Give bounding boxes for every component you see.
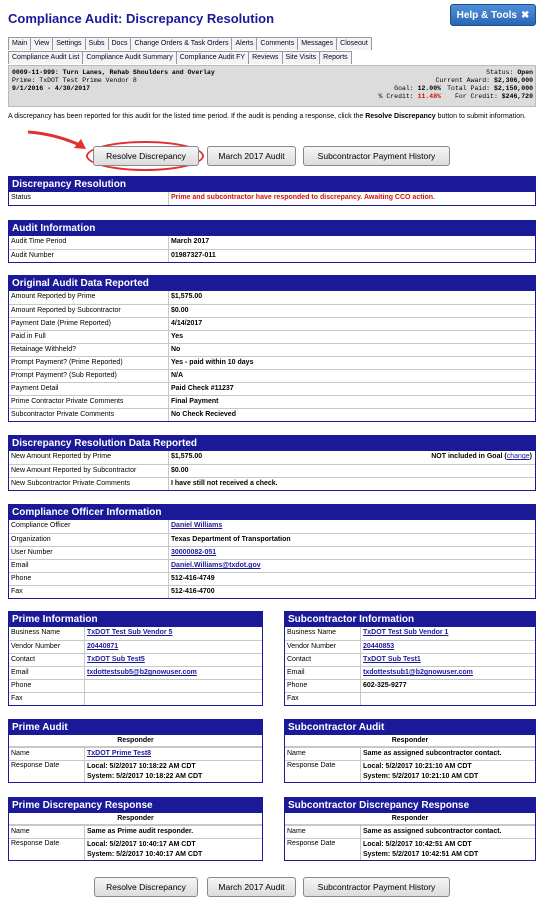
name-label: Name <box>285 748 361 760</box>
change-link[interactable]: change <box>506 453 530 460</box>
row-label: Email <box>285 667 361 679</box>
audit-information-panel <box>8 220 536 263</box>
row-value-cell <box>169 396 535 408</box>
row-value-cell <box>85 654 262 666</box>
row-label: Amount Reported by Prime <box>9 291 169 304</box>
row-value: Final Payment <box>171 398 219 405</box>
panel-title: Prime Information <box>9 612 262 627</box>
row-label: Organization <box>9 534 169 546</box>
row-label: Payment Detail <box>9 383 169 395</box>
system-time: System: 5/2/2017 10:18:22 AM CDT <box>87 773 203 780</box>
row-value-link[interactable]: txdottestsub5@b2gnowuser.com <box>87 669 197 676</box>
tools-icon: ✖ <box>520 9 530 21</box>
system-time: System: 5/2/2017 10:42:51 AM CDT <box>363 851 479 858</box>
panel-title: Compliance Officer Information <box>9 505 535 520</box>
row-value-cell <box>169 192 535 205</box>
table-row <box>9 692 262 705</box>
row-label: Audit Time Period <box>9 236 169 249</box>
tab-reviews[interactable]: Reviews <box>248 51 282 64</box>
response-date-label: Response Date <box>285 839 361 860</box>
name-label: Name <box>9 748 85 760</box>
row-value-cell <box>169 547 535 559</box>
panel-title: Discrepancy Resolution <box>9 177 535 192</box>
row-value: Yes - paid within 10 days <box>171 359 254 366</box>
row-value-cell <box>169 383 535 395</box>
panel-title: Subcontractor Audit <box>285 720 535 735</box>
system-time: System: 5/2/2017 10:21:10 AM CDT <box>363 773 479 780</box>
row-label: Prime Contractor Private Comments <box>9 396 169 408</box>
row-label: Prompt Payment? (Sub Reported) <box>9 370 169 382</box>
table-row <box>9 317 535 330</box>
row-label: Fax <box>9 693 85 705</box>
main-tab-bar <box>8 37 371 50</box>
table-row <box>9 559 535 572</box>
local-time: Local: 5/2/2017 10:42:51 AM CDT <box>363 841 472 848</box>
table-row <box>285 653 535 666</box>
row-value-cell <box>169 451 535 464</box>
row-value-link[interactable]: 20440853 <box>363 643 395 650</box>
row-label: Email <box>9 560 169 572</box>
table-row <box>9 249 535 262</box>
response-date-label: Response Date <box>9 839 85 860</box>
row-value-link[interactable]: 30000082-051 <box>171 549 217 556</box>
resolve-discrepancy-button[interactable]: Resolve Discrepancy <box>93 146 199 166</box>
notice-text-b: button to submit information. <box>435 113 526 120</box>
goal-note-text: NOT included in Goal <box>431 453 503 460</box>
tab-reports[interactable]: Reports <box>319 51 352 64</box>
row-label: Phone <box>285 680 361 692</box>
responder-value: Same as assigned subcontractor contact. <box>363 828 502 835</box>
table-row <box>9 382 535 395</box>
row-value-cell <box>361 641 535 653</box>
row-label: Compliance Officer <box>9 520 169 533</box>
table-row <box>9 408 535 421</box>
row-value: March 2017 <box>171 238 210 245</box>
row-label: User Number <box>9 547 169 559</box>
goal-value: 12.00% <box>417 85 441 92</box>
notice-text-bold: Resolve Discrepancy <box>365 113 436 120</box>
status-label: Status: <box>486 69 514 76</box>
credit-label: % Credit: <box>378 93 414 100</box>
local-time: Local: 5/2/2017 10:18:22 AM CDT <box>87 763 196 770</box>
panel-title: Prime Audit <box>9 720 262 735</box>
row-value-cell <box>169 560 535 572</box>
name-label: Name <box>9 826 85 838</box>
table-row <box>9 304 535 317</box>
table-row <box>9 666 262 679</box>
table-row <box>285 666 535 679</box>
audit-button[interactable]: March 2017 Audit <box>207 146 296 166</box>
row-value-link[interactable]: Daniel Williams <box>171 522 223 529</box>
row-value-cell <box>85 627 262 640</box>
row-value-link[interactable]: TxDOT Sub Test1 <box>363 656 421 663</box>
row-value: $1,575.00 <box>171 293 203 300</box>
row-value-cell <box>169 586 535 598</box>
tab-site-visits[interactable]: Site Visits <box>282 51 321 64</box>
row-value-cell <box>361 654 535 666</box>
row-value: Prime and subcontractor have responded to discrepancy. Awaiting CCO action. <box>171 194 435 201</box>
row-label: Email <box>9 667 85 679</box>
project-name: 0009-11-999: Turn Lanes, Rehab Shoulders and Overlay <box>12 69 215 76</box>
table-row <box>9 627 262 640</box>
row-value-cell <box>85 693 262 705</box>
row-value-cell <box>169 534 535 546</box>
row-value: I have still not received a check. <box>171 480 278 487</box>
project-dates: 9/1/2016 - 4/30/2017 <box>12 85 91 92</box>
table-row <box>9 477 535 490</box>
tab-settings[interactable]: Settings <box>52 37 85 50</box>
subcontractor-information-panel <box>284 611 536 706</box>
audit-button-bottom[interactable]: March 2017 Audit <box>207 877 296 897</box>
payment-history-button[interactable]: Subcontractor Payment History <box>303 146 450 166</box>
row-label: Fax <box>9 586 169 598</box>
row-value-cell <box>361 693 535 705</box>
row-value-link[interactable]: TxDOT Sub Test5 <box>87 656 145 663</box>
table-row <box>9 464 535 477</box>
row-value: No <box>171 346 181 353</box>
row-value: 512-416-4749 <box>171 575 215 582</box>
local-time: Local: 5/2/2017 10:21:10 AM CDT <box>363 763 472 770</box>
row-label: Prompt Payment? (Prime Reported) <box>9 357 169 369</box>
resolve-discrepancy-button-bottom[interactable]: Resolve Discrepancy <box>94 877 198 897</box>
help-tools-button[interactable] <box>450 4 536 26</box>
notice-text <box>8 112 536 121</box>
payment-history-button-bottom[interactable]: Subcontractor Payment History <box>303 877 450 897</box>
row-value-cell <box>169 344 535 356</box>
total-paid-value: $2,150,000 <box>493 85 533 92</box>
row-label: Business Name <box>285 627 361 640</box>
row-value: No Check Recieved <box>171 411 236 418</box>
goal-label: Goal: <box>394 85 414 92</box>
responder-value: Same as assigned subcontractor contact. <box>363 750 502 757</box>
tab-compliance-audit-summary[interactable]: Compliance Audit Summary <box>82 51 176 64</box>
annotation-arrow-icon <box>26 126 96 156</box>
row-value-cell <box>169 318 535 330</box>
row-value-cell <box>169 357 535 369</box>
row-value-link[interactable]: 20440871 <box>87 643 119 650</box>
row-value: 01987327-011 <box>171 252 216 259</box>
table-row <box>9 640 262 653</box>
panel-title: Subcontractor Information <box>285 612 535 627</box>
panel-title: Subcontractor Discrepancy Response <box>285 798 535 813</box>
row-value: $0.00 <box>171 467 189 474</box>
subcontractor-discrepancy-response-panel <box>284 797 536 861</box>
status-value: Open <box>517 69 533 76</box>
project-prime: Prime: TxDOT Test Prime Vendor 8 <box>12 77 137 84</box>
row-label: New Amount Reported by Prime <box>9 451 169 464</box>
for-credit-value: $246,720 <box>501 93 533 100</box>
original-audit-panel <box>8 275 536 422</box>
table-row <box>9 369 535 382</box>
tab-main[interactable]: Main <box>8 37 31 50</box>
prime-audit-panel <box>8 719 263 783</box>
row-value: $0.00 <box>171 307 189 314</box>
table-row <box>9 451 535 464</box>
audit-tab-bar <box>8 51 351 64</box>
row-label: Audit Number <box>9 250 169 262</box>
responder-heading: Responder <box>285 813 535 825</box>
row-value-cell <box>169 236 535 249</box>
subcontractor-audit-panel <box>284 719 536 783</box>
row-label: Phone <box>9 680 85 692</box>
local-time: Local: 5/2/2017 10:40:17 AM CDT <box>87 841 196 848</box>
row-value: 512-416-4700 <box>171 588 215 595</box>
row-value-cell <box>169 478 535 490</box>
row-label: Vendor Number <box>285 641 361 653</box>
row-value: Texas Department of Transportation <box>171 536 291 543</box>
credit-value: 11.48% <box>417 93 441 100</box>
response-date-label: Response Date <box>285 761 361 782</box>
row-label: New Amount Reported by Subcontractor <box>9 465 169 477</box>
tab-comments[interactable]: Comments <box>256 37 298 50</box>
table-row <box>9 533 535 546</box>
table-row <box>9 356 535 369</box>
row-value: N/A <box>171 372 184 379</box>
row-label: Status <box>9 192 169 205</box>
page-title: Compliance Audit: Discrepancy Resolution <box>8 11 275 26</box>
table-row <box>9 546 535 559</box>
row-label: Phone <box>9 573 169 585</box>
table-row <box>285 692 535 705</box>
row-label: Contact <box>9 654 85 666</box>
panel-title: Discrepancy Resolution Data Reported <box>9 436 535 451</box>
row-value-link[interactable]: txdottestsub1@b2gnowuser.com <box>363 669 473 676</box>
responder-heading: Responder <box>9 813 262 825</box>
table-row <box>9 520 535 533</box>
panel-title: Original Audit Data Reported <box>9 276 535 291</box>
total-paid-label: Total Paid: <box>447 85 491 92</box>
discrepancy-resolution-panel <box>8 176 536 206</box>
table-row <box>9 291 535 304</box>
row-value-link[interactable]: TxDOT Test Sub Vendor 1 <box>363 629 449 636</box>
prime-discrepancy-response-panel <box>8 797 263 861</box>
row-value-cell <box>85 641 262 653</box>
row-value-cell <box>361 627 535 640</box>
row-value-cell <box>361 680 535 692</box>
tab-closeout[interactable]: Closeout <box>336 37 372 50</box>
row-value-cell <box>169 250 535 262</box>
row-value: $1,575.00 <box>171 453 203 460</box>
prime-information-panel <box>8 611 263 706</box>
paren-open: ( <box>502 453 507 460</box>
compliance-officer-panel <box>8 504 536 599</box>
row-value: 602-325-9277 <box>363 682 407 689</box>
table-row <box>9 343 535 356</box>
row-value-cell <box>169 370 535 382</box>
row-value-cell <box>169 465 535 477</box>
table-row <box>9 585 535 598</box>
table-row <box>9 330 535 343</box>
table-row <box>285 627 535 640</box>
tab-change-orders-task-orders[interactable]: Change Orders & Task Orders <box>130 37 232 50</box>
name-label: Name <box>285 826 361 838</box>
row-value: Paid Check #11237 <box>171 385 234 392</box>
row-label: Subcontractor Private Comments <box>9 409 169 421</box>
row-value-cell <box>169 331 535 343</box>
table-row <box>9 192 535 205</box>
row-value: Yes <box>171 333 184 340</box>
for-credit-label: For Credit: <box>454 93 498 100</box>
row-label: Payment Date (Prime Reported) <box>9 318 169 330</box>
goal-note <box>431 451 532 463</box>
tab-compliance-audit-list[interactable]: Compliance Audit List <box>8 51 83 64</box>
row-value-cell <box>169 291 535 304</box>
row-value-cell <box>169 520 535 533</box>
responder-link[interactable]: TxDOT Prime Test8 <box>87 750 152 757</box>
table-row <box>9 395 535 408</box>
project-summary <box>8 65 536 107</box>
row-value-link[interactable]: TxDOT Test Sub Vendor 5 <box>87 629 173 636</box>
row-label: Paid in Full <box>9 331 169 343</box>
row-value-cell <box>85 680 262 692</box>
tab-compliance-audit-fy[interactable]: Compliance Audit FY <box>176 51 249 64</box>
row-value-cell <box>85 667 262 679</box>
row-label: Vendor Number <box>9 641 85 653</box>
table-row <box>285 679 535 692</box>
row-value-link[interactable]: Daniel.Williams@txdot.gov <box>171 562 261 569</box>
table-row <box>285 640 535 653</box>
row-label: Contact <box>285 654 361 666</box>
table-row <box>9 679 262 692</box>
paren-close: ) <box>529 453 532 460</box>
table-row <box>9 236 535 249</box>
response-date-label: Response Date <box>9 761 85 782</box>
tab-alerts[interactable]: Alerts <box>231 37 257 50</box>
tab-view[interactable]: View <box>30 37 53 50</box>
row-label: Business Name <box>9 627 85 640</box>
row-label: Amount Reported by Subcontractor <box>9 305 169 317</box>
responder-heading: Responder <box>9 735 262 747</box>
tab-messages[interactable]: Messages <box>297 37 337 50</box>
table-row <box>9 653 262 666</box>
row-value-cell <box>169 305 535 317</box>
notice-text-a: A discrepancy has been reported for this audit for the listed time period. If the audit is pending a response, click the <box>8 113 366 120</box>
row-value-cell <box>361 667 535 679</box>
panel-title: Audit Information <box>9 221 535 236</box>
panel-title: Prime Discrepancy Response <box>9 798 262 813</box>
table-row <box>9 572 535 585</box>
row-label: New Subcontractor Private Comments <box>9 478 169 490</box>
current-award-label: Current Award: <box>435 77 491 84</box>
tab-subs[interactable]: Subs <box>85 37 109 50</box>
tab-docs[interactable]: Docs <box>108 37 132 50</box>
responder-value: Same as Prime audit responder. <box>87 828 194 835</box>
row-value-cell <box>169 573 535 585</box>
row-label: Retainage Withheld? <box>9 344 169 356</box>
row-value-cell <box>169 409 535 421</box>
responder-heading: Responder <box>285 735 535 747</box>
resolution-data-panel <box>8 435 536 491</box>
system-time: System: 5/2/2017 10:40:17 AM CDT <box>87 851 203 858</box>
row-label: Fax <box>285 693 361 705</box>
help-tools-label: Help & Tools <box>456 9 517 21</box>
current-award-value: $2,306,000 <box>493 77 533 84</box>
row-value: 4/14/2017 <box>171 320 203 327</box>
